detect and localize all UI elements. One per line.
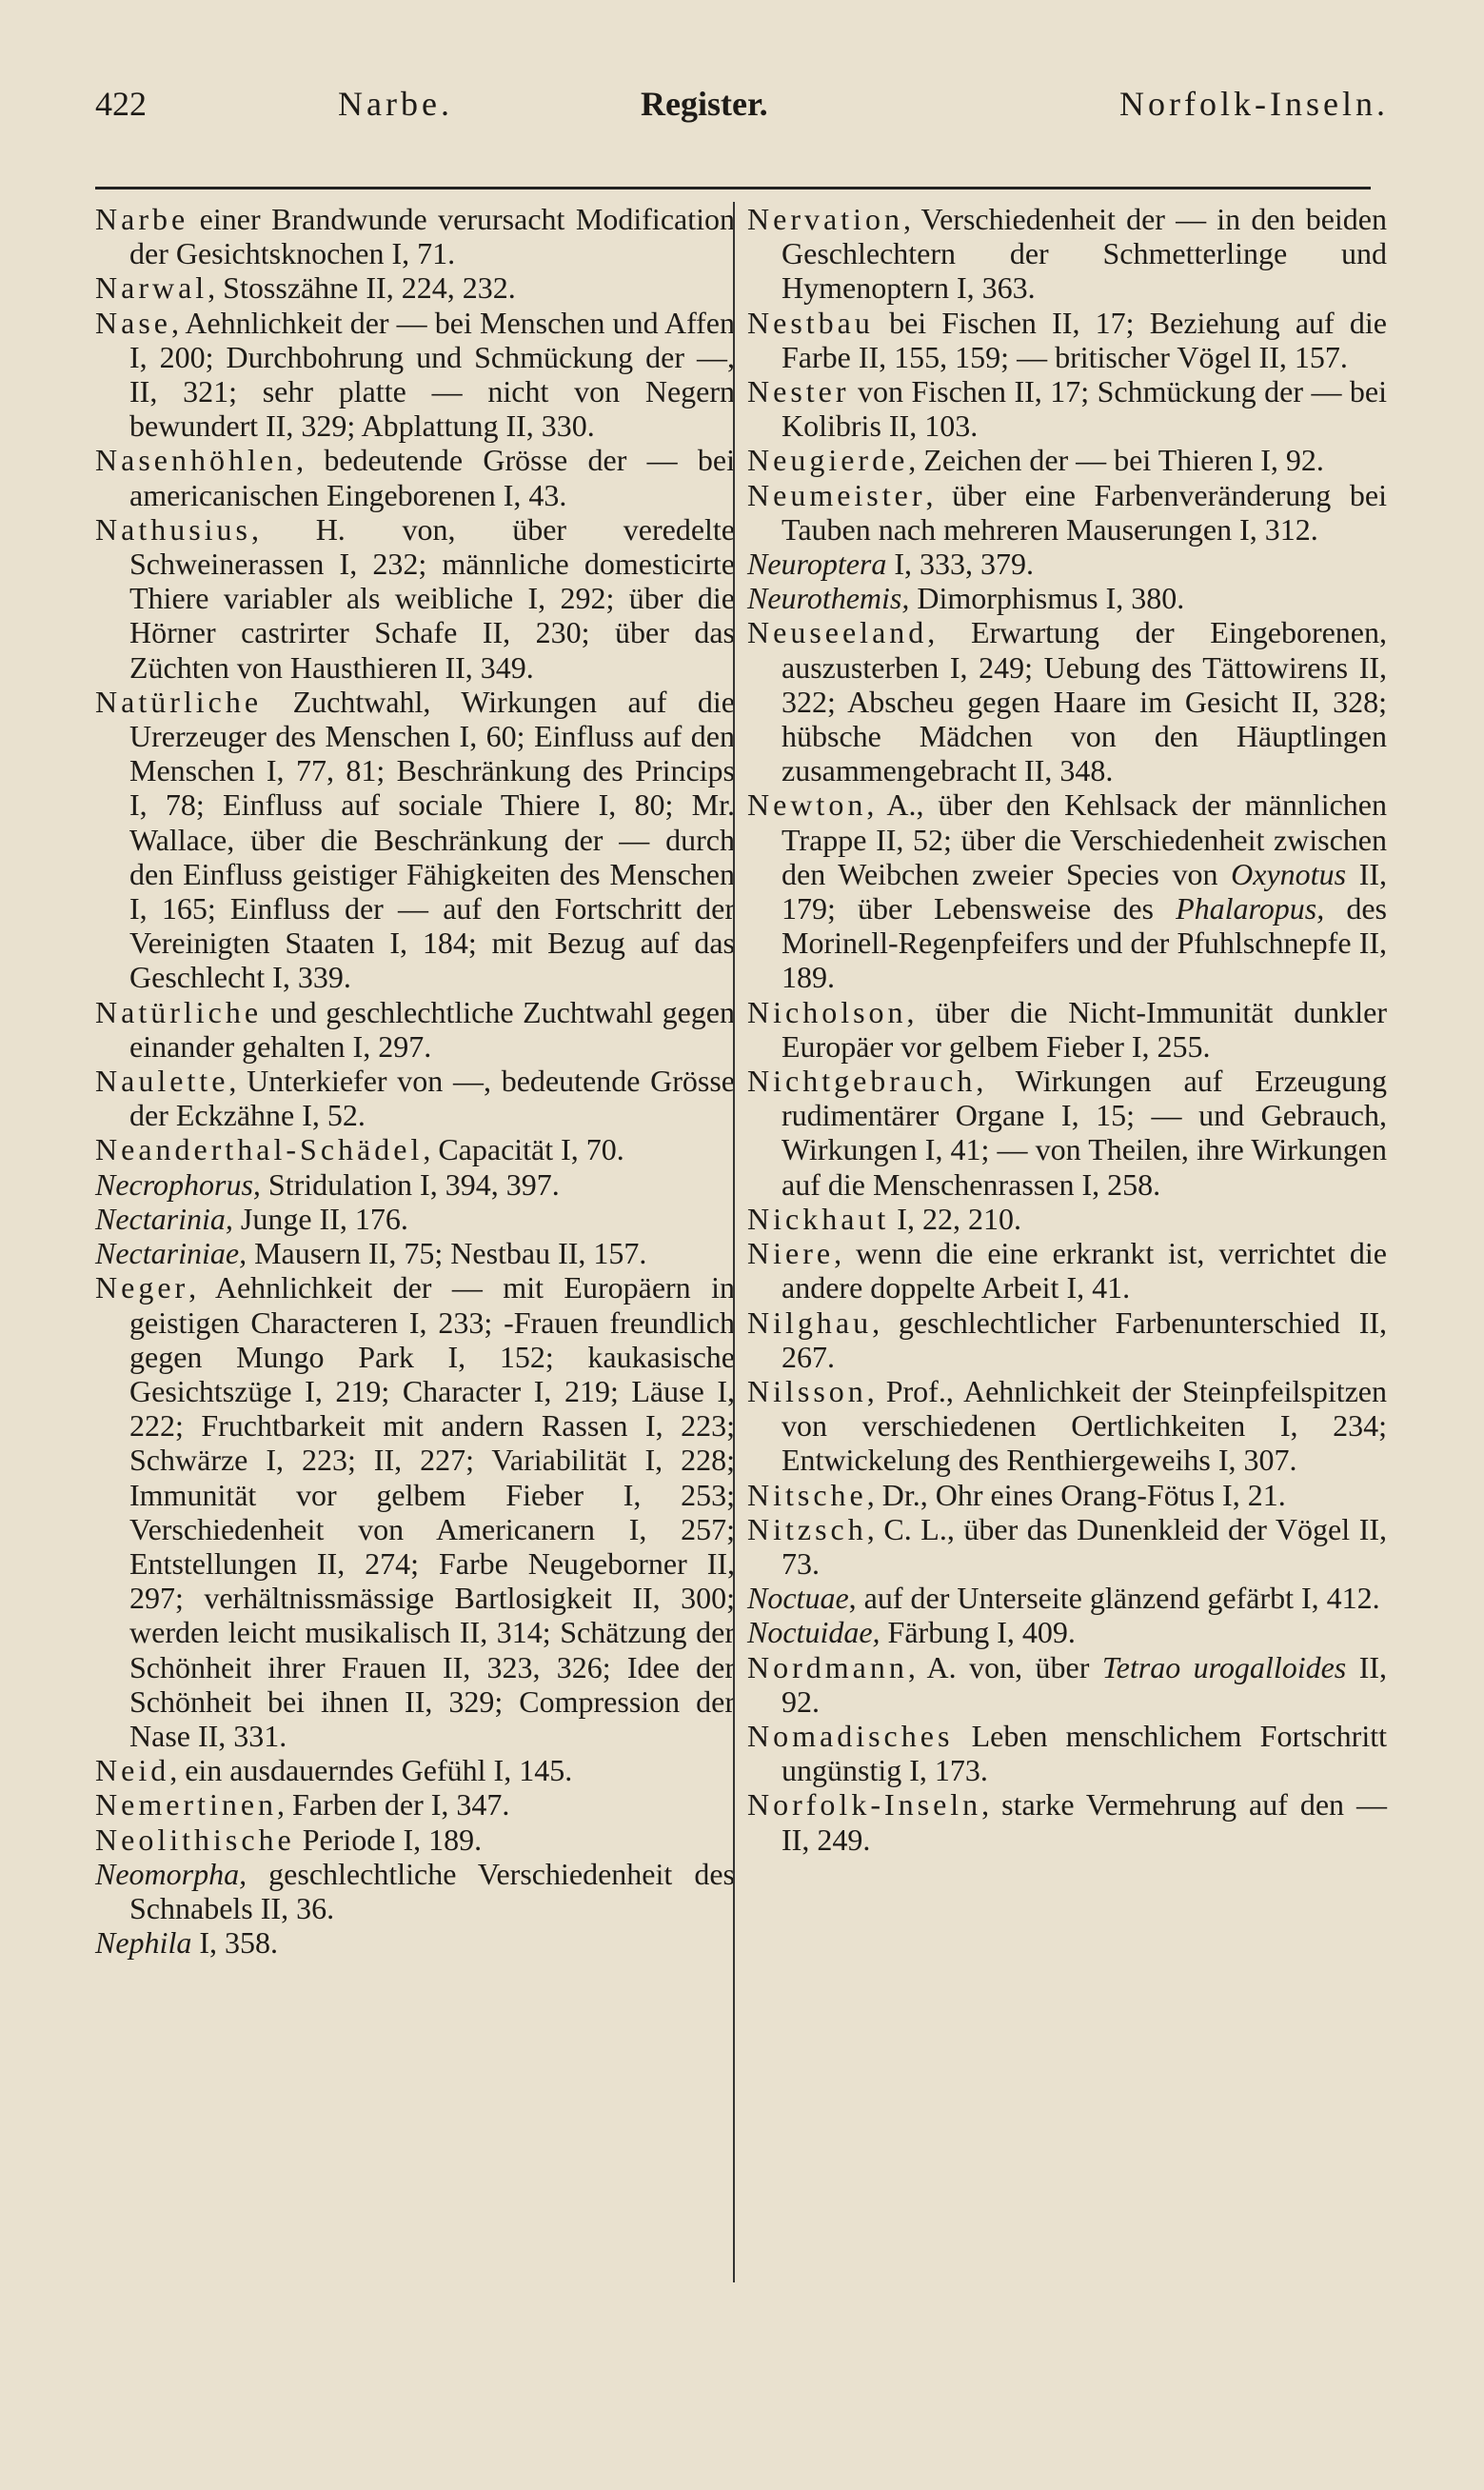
index-entry (95, 270, 735, 305)
header-right-word: Norfolk-Inseln. (1119, 85, 1389, 123)
entry-heading: Nathusius (95, 511, 251, 547)
entry-heading: Nickhaut (747, 1201, 890, 1236)
index-entry (747, 443, 1387, 477)
index-entry (95, 1823, 735, 1857)
entry-heading: Niere (747, 1236, 835, 1271)
entry-heading: Neid (95, 1753, 170, 1788)
entry-text: , C. L., über das Dunenkleid der Vögel II, 73. (782, 1511, 1387, 1581)
index-entry (747, 1305, 1387, 1374)
entry-text: geschlechtliche Verschiedenheit des Schnabels II, 36. (129, 1856, 735, 1925)
index-entry (747, 478, 1387, 547)
entry-text: Junge II, 176. (232, 1201, 408, 1236)
index-entry (95, 202, 735, 270)
entry-heading: Nervation (747, 202, 903, 236)
index-entry (747, 1615, 1387, 1649)
index-entry (95, 1787, 735, 1822)
index-entry (95, 1132, 735, 1166)
entry-heading: Neumeister (747, 477, 926, 512)
entry-heading: Natürliche (95, 684, 263, 719)
entry-heading: Nilsson (747, 1373, 867, 1408)
entry-heading: Neolithische (95, 1822, 295, 1857)
index-entry (95, 512, 735, 685)
entry-heading: Neomorpha, (95, 1856, 247, 1891)
column-divider (733, 202, 735, 2282)
entry-text: Mausern II, 75; Nestbau II, 157. (247, 1236, 647, 1271)
index-entry (747, 995, 1387, 1064)
entry-text: Stridulation I, 394, 397. (260, 1166, 560, 1202)
header-rule (95, 187, 1371, 189)
header-left-word: Narbe. (338, 85, 453, 123)
index-entry (747, 1478, 1387, 1512)
entry-heading: Norfolk-Inseln (747, 1787, 982, 1823)
index-entry (747, 1236, 1387, 1305)
index-entry (95, 1167, 735, 1202)
index-entry (95, 685, 735, 995)
entry-heading: Nephila (95, 1925, 192, 1961)
entry-text: , Verschiedenheit der — in den beiden Geschlechtern der Schmetterlinge und Hymenoptern I, 363. (782, 202, 1387, 306)
entry-text: I, 22, 210. (889, 1201, 1021, 1236)
entry-text: , Dr., Ohr eines Orang-Fötus I, 21. (866, 1477, 1286, 1512)
index-entry (95, 1753, 735, 1787)
entry-heading: Nilghau (747, 1305, 873, 1340)
entry-text: , auf der Unterseite glänzend gefärbt I, 412. (848, 1581, 1380, 1616)
entry-text: , starke Vermehrung auf den — II, 249. (782, 1787, 1387, 1857)
entry-heading: Neurothemis, (747, 581, 910, 616)
entry-text: Periode I, 189. (294, 1822, 483, 1857)
index-entry (747, 615, 1387, 787)
entry-heading: Nectariniae, (95, 1236, 247, 1271)
entry-heading: Naulette (95, 1064, 229, 1099)
entry-text: , ein ausdauerndes Gefühl I, 145. (169, 1753, 573, 1788)
entry-text: , bedeutende Grösse der — bei americanischen Eingeborenen I, 43. (129, 443, 735, 512)
index-entry (95, 1925, 735, 1960)
entry-heading: Necrophorus, (95, 1166, 261, 1202)
index-entry (95, 1236, 735, 1270)
entry-heading: Nitsche (747, 1477, 867, 1512)
index-entry (95, 1270, 735, 1753)
entry-heading: Nomadisches (747, 1718, 954, 1753)
entry-heading: Neanderthal-Schädel (95, 1132, 424, 1167)
entry-text: , über eine Farbenveränderung bei Tauben nach mehreren Mauserungen I, 312. (782, 477, 1387, 547)
index-entry (747, 1374, 1387, 1478)
entry-heading: Nemertinen (95, 1787, 278, 1823)
index-entry (747, 202, 1387, 306)
index-entry (747, 1719, 1387, 1787)
page-number: 422 (95, 85, 147, 123)
entry-text: Zuchtwahl, Wirkungen auf die Urerzeuger des Menschen I, 60; Einfluss auf den Menschen I, 77, 81; Beschränkung des Princips I, 78; Einfluss auf sociale Thiere I, 80; Mr. Wallace, über die Beschränkung der — durch den Einfluss geistiger Fähigkeiten des Menschen I, 165; Einfluss der — auf den Fortschritt der Vereinigten Staaten I, 184; mit Bezug auf das Geschlecht I, 339. (129, 684, 735, 995)
index-entry (747, 1650, 1387, 1719)
entry-heading: Nicholson (747, 994, 907, 1029)
entry-text: , geschlechtlicher Farbenunterschied II, 267. (782, 1305, 1387, 1374)
index-entry (747, 1581, 1387, 1615)
entry-heading: Nichtgebrauch (747, 1064, 977, 1099)
entry-text: , Zeichen der — bei Thieren I, 92. (908, 443, 1324, 478)
index-entry (747, 1064, 1387, 1202)
entry-heading: Nester (747, 374, 850, 409)
entry-text: , Aehnlichkeit der — bei Menschen und Affen I, 200; Durchbohrung und Schmückung der —, II, 321; sehr platte — nicht von Negern bewundert II, 329; Abplattung II, 330. (129, 305, 735, 444)
entry-text: , A. von, über Tetrao urogalloides II, 92. (782, 1649, 1387, 1719)
index-entry (747, 1787, 1387, 1856)
entry-text: Dimorphismus I, 380. (909, 581, 1185, 616)
entry-text: , Erwartung der Eingeborenen, auszusterben I, 249; Uebung des Tättowirens II, 322; Abscheu gegen Haare im Gesicht II, 328; hübsche Mädchen von den Häuptlingen zusammengebracht II, 348. (782, 615, 1387, 788)
index-entry (95, 995, 735, 1064)
entry-heading: Neugierde (747, 443, 909, 478)
index-entry (95, 1202, 735, 1236)
entry-heading: Noctuae (747, 1581, 849, 1616)
left-column (95, 202, 735, 1960)
entry-heading: Neuroptera (747, 547, 887, 582)
entry-text: bei Fischen II, 17; Beziehung auf die Farbe II, 155, 159; — britischer Vögel II, 157. (782, 305, 1387, 374)
entry-text: I, 333, 379. (886, 547, 1035, 582)
entry-text: und geschlechtliche Zuchtwahl gegen einander gehalten I, 297. (129, 994, 735, 1064)
index-entry (747, 787, 1387, 994)
index-entry (747, 581, 1387, 615)
index-entry (95, 306, 735, 444)
entry-text: , H. von, über veredelte Schweinerassen I, 232; männliche domesticirte Thiere variabler als weibliche I, 292; über die Hörner castrirter Schafe II, 230; über das Züchten von Hausthieren II, 349. (129, 511, 735, 685)
entry-heading: Natürliche (95, 994, 263, 1029)
right-column (747, 202, 1387, 1857)
running-header (95, 84, 1389, 131)
header-title: Register. (641, 85, 768, 123)
entry-heading: Nordmann (747, 1649, 908, 1684)
index-entry (747, 306, 1387, 374)
entry-text: , Prof., Aehnlichkeit der Steinpfeilspitzen von verschiedenen Oertlichkeiten I, 234; Entwickelung des Renthiergeweihs I, 307. (782, 1373, 1387, 1478)
entry-heading: Narwal (95, 270, 208, 306)
entry-heading: Nasenhöhlen (95, 443, 297, 478)
entry-heading: Nase (95, 305, 171, 340)
entry-text: , über die Nicht-Immunität dunkler Europäer vor gelbem Fieber I, 255. (782, 994, 1387, 1064)
entry-heading: Nectarinia, (95, 1201, 233, 1236)
entry-text: , A., über den Kehlsack der männlichen Trappe II, 52; über die Verschiedenheit zwischen den Weibchen zweier Species von Oxynotus II, 179; über Lebensweise des Phalaropus, des Morinell-Regenpfeifers und der Pfuhlschnepfe II, 189. (782, 787, 1388, 995)
entry-heading: Nestbau (747, 305, 874, 340)
entry-text: , wenn die eine erkrankt ist, verrichtet die andere doppelte Arbeit I, 41. (782, 1236, 1387, 1305)
entry-text: , Farben der I, 347. (277, 1787, 510, 1823)
entry-heading: Narbe (95, 202, 189, 236)
index-entry (747, 547, 1387, 581)
entry-text: einer Brandwunde verursacht Modification der Gesichtsknochen I, 71. (129, 202, 735, 271)
entry-text: , Capacität I, 70. (423, 1132, 624, 1167)
entry-text: I, 358. (191, 1925, 278, 1961)
index-entry (747, 1202, 1387, 1236)
entry-heading: Nitzsch (747, 1511, 867, 1546)
entry-text: , Stosszähne II, 224, 232. (208, 270, 516, 306)
index-entry (747, 374, 1387, 443)
entry-heading: Newton (747, 787, 867, 823)
entry-text: Leben menschlichem Fortschritt ungünstig I, 173. (782, 1718, 1387, 1788)
index-entry (95, 443, 735, 511)
index-entry (95, 1857, 735, 1925)
entry-text: von Fischen II, 17; Schmückung der — bei Kolibris II, 103. (782, 374, 1387, 444)
index-entry (95, 1064, 735, 1132)
entry-heading: Neger (95, 1270, 189, 1305)
index-entry (747, 1512, 1387, 1581)
entry-heading: Neuseeland (747, 615, 928, 650)
entry-text: Färbung I, 409. (880, 1615, 1076, 1650)
entry-text: , Wirkungen auf Erzeugung rudimentärer Organe I, 15; — und Gebrauch, Wirkungen I, 41; — von Theilen, ihre Wirkungen auf die Menschenrassen I, 258. (782, 1064, 1387, 1202)
entry-text: , Unterkiefer von —, bedeutende Grösse der Eckzähne I, 52. (129, 1064, 735, 1133)
entry-heading: Noctuidae, (747, 1615, 881, 1650)
entry-text: , Aehnlichkeit der — mit Europäern in geistigen Characteren I, 233; -Frauen freundlich gegen Mungo Park I, 152; kaukasische Gesichtszüge I, 219; Character I, 219; Läuse I, 222; Fruchtbarkeit mit andern Rassen I, 223; Schwärze I, 223; II, 227; Variabilität I, 228; Immunität vor gelbem Fieber I, 253; Verschiedenheit von Americanern I, 257; Entstellungen II, 274; Farbe Neugeborner II, 297; verhältnissmässige Bartlosigkeit II, 300; werden leicht musikalisch II, 314; Schätzung der Schönheit ihrer Frauen II, 323, 326; Idee der Schönheit bei ihnen II, 329; Compression der Nase II, 331. (129, 1270, 735, 1753)
